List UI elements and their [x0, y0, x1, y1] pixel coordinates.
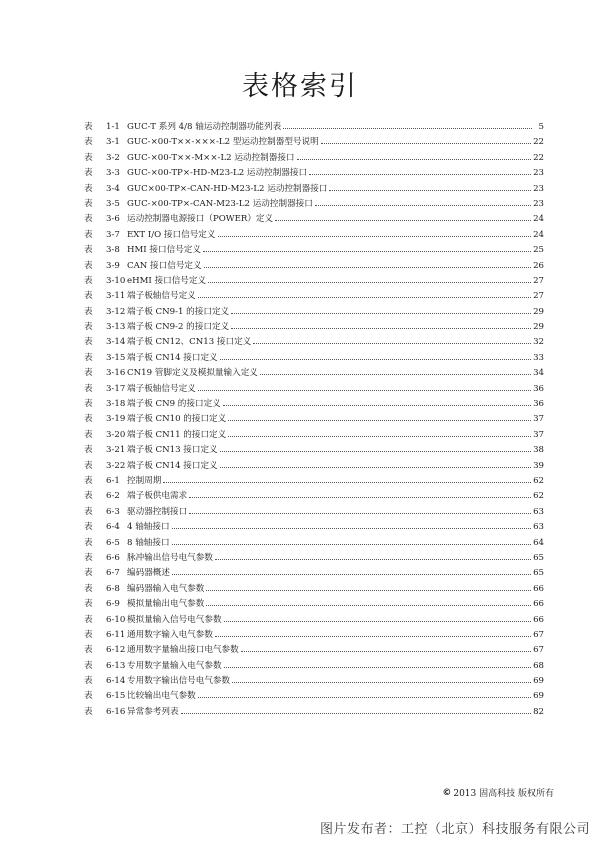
- toc-dot-leader: [198, 296, 531, 298]
- toc-entry-page: 32: [533, 337, 544, 348]
- toc-dot-leader: [231, 327, 531, 329]
- toc-entry-page: 25: [533, 245, 544, 256]
- toc-entry[interactable]: [84, 320, 544, 335]
- toc-entry-prefix: 表: [84, 245, 93, 256]
- toc-entry[interactable]: [84, 474, 544, 489]
- toc-entry[interactable]: [84, 643, 544, 658]
- toc-entry-title: 通用数字量输出接口电气参数: [127, 645, 239, 656]
- toc-entry[interactable]: [84, 551, 544, 566]
- toc-dot-leader: [253, 342, 531, 344]
- toc-entry-number: 3-21: [106, 445, 126, 456]
- toc-entry[interactable]: [84, 120, 544, 135]
- toc-entry-title: 端子板轴信号定义: [127, 291, 196, 302]
- toc-entry-number: 3-4: [106, 183, 120, 194]
- toc-entry-number: 3-17: [106, 383, 126, 394]
- toc-entry-number: 6-9: [106, 599, 120, 610]
- toc-entry-title: 专用数字量输入电气参数: [127, 660, 222, 671]
- toc-entry-title: 脉冲输出信号电气参数: [127, 552, 213, 563]
- toc-entry-page: 68: [533, 660, 544, 671]
- toc-entry-page: 5: [538, 122, 544, 132]
- toc-entry-prefix: 表: [84, 676, 93, 687]
- toc-dot-leader: [228, 419, 531, 421]
- toc-entry-number: 6-12: [106, 645, 126, 656]
- toc-entry-page: 33: [533, 352, 544, 363]
- toc-entry-prefix: 表: [84, 214, 93, 225]
- toc-entry-prefix: 表: [84, 168, 93, 179]
- toc-entry-page: 62: [533, 491, 544, 502]
- toc-entry-prefix: 表: [84, 337, 93, 348]
- toc-entry-number: 3-2: [106, 152, 120, 163]
- toc-entry-number: 6-15: [106, 691, 126, 702]
- toc-entry-title: GUC-×00-T××-×××-L2 型运动控制器型号说明: [127, 137, 319, 148]
- toc-dot-leader: [218, 235, 532, 237]
- toc-entry-prefix: 表: [84, 137, 93, 148]
- toc-entry-prefix: 表: [84, 198, 93, 209]
- toc-entry-page: 63: [533, 522, 544, 533]
- toc-entry-prefix: 表: [84, 322, 93, 333]
- toc-entry-page: 22: [533, 152, 544, 163]
- toc-entry-title: 编码器概述: [127, 568, 170, 579]
- toc-entry[interactable]: [84, 428, 544, 443]
- toc-entry-page: 24: [533, 229, 544, 240]
- toc-dot-leader: [315, 204, 531, 206]
- toc-entry-page: 27: [533, 275, 544, 286]
- toc-entry-number: 3-16: [106, 368, 126, 379]
- toc-entry[interactable]: [84, 243, 544, 258]
- toc-entry-title: 8 轴轴接口: [127, 537, 170, 548]
- toc-dot-leader: [208, 281, 531, 283]
- toc-entry-prefix: 表: [84, 522, 93, 533]
- toc-entry-title: GUC-×00-T××-M××-L2 运动控制器接口: [127, 152, 295, 163]
- toc-entry-prefix: 表: [84, 614, 93, 625]
- toc-entry-title: 模拟量输出电气参数: [127, 599, 205, 610]
- toc-entry-title: 端子板轴信号定义: [127, 383, 196, 394]
- toc-entry-number: 6-13: [106, 660, 126, 671]
- toc-entry-title: 端子板 CN9-1 的接口定义: [127, 306, 230, 317]
- toc-entry-page: 37: [533, 414, 544, 425]
- toc-entry[interactable]: [84, 351, 544, 366]
- toc-entry-number: 6-1: [106, 475, 120, 486]
- toc-entry-page: 38: [533, 445, 544, 456]
- toc-entry-title: GUC-×00-TP×-CAN-M23-L2 运动控制器接口: [127, 198, 313, 209]
- toc-dot-leader: [224, 666, 532, 668]
- toc-entry-number: 3-22: [106, 460, 126, 471]
- toc-dot-leader: [215, 635, 531, 637]
- toc-entry-prefix: 表: [84, 537, 93, 548]
- toc-entry-page: 36: [533, 399, 544, 410]
- toc-entry-title: 模拟量输入信号电气参数: [127, 614, 222, 625]
- toc-entry[interactable]: [84, 705, 544, 720]
- toc-entry-number: 6-4: [106, 522, 120, 533]
- toc-entry-page: 82: [533, 706, 544, 717]
- toc-entry[interactable]: [84, 135, 544, 150]
- toc-dot-leader: [181, 712, 531, 714]
- toc-entry[interactable]: [84, 366, 544, 381]
- toc-entry-page: 29: [533, 322, 544, 333]
- toc-entry-prefix: 表: [84, 706, 93, 717]
- toc-entry-prefix: 表: [84, 491, 93, 502]
- toc-entry[interactable]: [84, 182, 544, 197]
- toc-entry-title: eHMI 接口信号定义: [127, 275, 207, 286]
- toc-entry-prefix: 表: [84, 506, 93, 517]
- toc-dot-leader: [206, 604, 531, 606]
- toc-entry-title: 通用数字输入电气参数: [127, 629, 213, 640]
- toc-dot-leader: [172, 573, 531, 575]
- toc-entry-prefix: 表: [84, 568, 93, 579]
- toc-dot-leader: [260, 373, 531, 375]
- toc-dot-leader: [223, 404, 531, 406]
- toc-entry[interactable]: [84, 613, 544, 628]
- toc-entry-title: GUC×00-TP×-CAN-HD-M23-L2 运动控制器接口: [127, 183, 328, 194]
- toc-entry-page: 27: [533, 291, 544, 302]
- toc-entry-prefix: 表: [84, 183, 93, 194]
- toc-entry-title: GUC-×00-TP×-HD-M23-L2 运动控制器接口: [127, 168, 308, 179]
- toc-entry-number: 3-20: [106, 429, 126, 440]
- toc-entry-number: 6-14: [106, 676, 126, 687]
- toc-dot-leader: [220, 466, 531, 468]
- toc-entry-title: 端子板 CN11 的接口定义: [127, 429, 227, 440]
- toc-entry-number: 6-7: [106, 568, 120, 579]
- toc-entry-title: 比较输出电气参数: [127, 691, 196, 702]
- toc-entry-number: 3-14: [106, 337, 126, 348]
- toc-dot-leader: [275, 219, 531, 221]
- toc-entry[interactable]: [84, 151, 544, 166]
- toc-entry-page: 64: [533, 537, 544, 548]
- toc-entry-page: 37: [533, 429, 544, 440]
- toc-entry-number: 6-16: [106, 706, 126, 717]
- publisher-watermark: 图片发布者：工控（北京）科技服务有限公司: [319, 822, 590, 837]
- toc-dot-leader: [224, 620, 532, 622]
- toc-entry-prefix: 表: [84, 660, 93, 671]
- toc-entry-number: 6-11: [106, 629, 126, 640]
- toc-entry-number: 3-11: [106, 291, 126, 302]
- toc-entry-title: 端子板 CN14 接口定义: [127, 460, 218, 471]
- toc-entry-prefix: 表: [84, 445, 93, 456]
- toc-entry-prefix: 表: [84, 629, 93, 640]
- toc-dot-leader: [297, 158, 532, 160]
- toc-dot-leader: [232, 681, 531, 683]
- toc-entry[interactable]: [84, 197, 544, 212]
- toc-dot-leader: [189, 512, 531, 514]
- toc-entry-prefix: 表: [84, 645, 93, 656]
- copyright-notice: [442, 786, 554, 799]
- toc-entry-prefix: 表: [84, 152, 93, 163]
- toc-entry-prefix: 表: [84, 475, 93, 486]
- toc-dot-leader: [215, 558, 531, 560]
- toc-entry-prefix: 表: [84, 691, 93, 702]
- toc-entry-title: 端子板 CN10 的接口定义: [127, 414, 227, 425]
- toc-entry-prefix: 表: [84, 583, 93, 594]
- toc-dot-leader: [228, 435, 531, 437]
- toc-entry-prefix: 表: [84, 260, 93, 271]
- toc-dot-leader: [204, 266, 531, 268]
- toc-entry-page: 63: [533, 506, 544, 517]
- toc-entry[interactable]: [84, 212, 544, 227]
- toc-entry-prefix: 表: [84, 122, 93, 132]
- toc-dot-leader: [241, 650, 531, 652]
- toc-entry-page: 36: [533, 383, 544, 394]
- toc-entry-number: 3-5: [106, 198, 120, 209]
- toc-entry-title: 编码器输入电气参数: [127, 583, 205, 594]
- toc-entry-title: 端子板 CN12、CN13 接口定义: [127, 337, 252, 348]
- toc-entry[interactable]: [84, 382, 544, 397]
- toc-entry[interactable]: [84, 659, 544, 674]
- toc-entry-number: 3-19: [106, 414, 126, 425]
- toc-entry-title: 端子板 CN9 的接口定义: [127, 399, 221, 410]
- toc-entry-title: 异常参考列表: [127, 706, 179, 717]
- toc-entry-number: 6-10: [106, 614, 126, 625]
- toc-entry-page: 69: [533, 676, 544, 687]
- toc-entry-prefix: 表: [84, 352, 93, 363]
- toc-entry[interactable]: [84, 228, 544, 243]
- toc-dot-leader: [283, 127, 532, 129]
- toc-dot-leader: [198, 696, 531, 698]
- toc-entry-page: 29: [533, 306, 544, 317]
- toc-entry[interactable]: [84, 582, 544, 597]
- toc-entry-title: 端子板 CN9-2 的接口定义: [127, 322, 230, 333]
- toc-entry-number: 3-13: [106, 322, 126, 333]
- toc-entry-page: 67: [533, 629, 544, 640]
- toc-dot-leader: [172, 543, 531, 545]
- toc-entry-prefix: 表: [84, 599, 93, 610]
- toc-entry[interactable]: [84, 274, 544, 289]
- toc-entry-page: 65: [533, 552, 544, 563]
- toc-entry-title: GUC-T 系列 4/8 轴运动控制器功能列表: [127, 122, 282, 132]
- toc-dot-leader: [309, 173, 531, 175]
- toc-entry-number: 3-18: [106, 399, 126, 410]
- toc-dot-leader: [203, 250, 531, 252]
- toc-entry-page: 66: [533, 614, 544, 625]
- toc-entry-title: 端子板 CN13 接口定义: [127, 445, 218, 456]
- copyright-text: 2013 固高科技 版权所有: [453, 789, 554, 799]
- toc-entry-page: 24: [533, 214, 544, 225]
- toc-entry-prefix: 表: [84, 399, 93, 410]
- toc-entry-number: 3-12: [106, 306, 126, 317]
- toc-entry-page: 34: [533, 368, 544, 379]
- toc-dot-leader: [321, 142, 531, 144]
- toc-entry[interactable]: [84, 259, 544, 274]
- toc-dot-leader: [231, 312, 531, 314]
- toc-entry-page: 66: [533, 599, 544, 610]
- toc-entry-page: 65: [533, 568, 544, 579]
- toc-entry-prefix: 表: [84, 368, 93, 379]
- toc-dot-leader: [329, 189, 531, 191]
- toc-entry-title: 专用数字输出信号电气参数: [127, 676, 231, 687]
- toc-entry-number: 3-3: [106, 168, 120, 179]
- toc-entry-number: 6-2: [106, 491, 120, 502]
- toc-entry-page: 62: [533, 475, 544, 486]
- toc-entry[interactable]: [84, 443, 544, 458]
- toc-entry-number: 3-1: [106, 137, 120, 148]
- toc-dot-leader: [206, 589, 531, 591]
- toc-entry-title: EXT I/O 接口信号定义: [127, 229, 216, 240]
- toc-entry-number: 3-15: [106, 352, 126, 363]
- toc-entry-number: 3-7: [106, 229, 120, 240]
- toc-entry-title: 驱动器控制接口: [127, 506, 188, 517]
- toc-entry[interactable]: [84, 536, 544, 551]
- toc-entry[interactable]: [84, 459, 544, 474]
- toc-entry-number: 1-1: [106, 122, 120, 132]
- toc-entry-page: 69: [533, 691, 544, 702]
- toc-dot-leader: [198, 389, 531, 391]
- toc-entry-title: 运动控制器电源接口（POWER）定义: [127, 214, 274, 225]
- toc-entry-page: 39: [533, 460, 544, 471]
- toc-entry[interactable]: [84, 412, 544, 427]
- toc-entry-title: CN19 管脚定义及模拟量输入定义: [127, 368, 258, 379]
- toc-entry-number: 3-10: [106, 275, 126, 286]
- toc-dot-leader: [172, 527, 531, 529]
- toc-entry-title: 端子板供电需求: [127, 491, 188, 502]
- toc-entry-prefix: 表: [84, 414, 93, 425]
- toc-entry-number: 6-5: [106, 537, 120, 548]
- toc-entry[interactable]: [84, 597, 544, 612]
- toc-entry-prefix: 表: [84, 552, 93, 563]
- toc-entry-prefix: 表: [84, 460, 93, 471]
- toc-entry-page: 22: [533, 137, 544, 148]
- toc-entry-prefix: 表: [84, 291, 93, 302]
- toc-entry-number: 3-9: [106, 260, 120, 271]
- toc-entry-prefix: 表: [84, 383, 93, 394]
- toc-entry-page: 23: [533, 183, 544, 194]
- toc-entry[interactable]: [84, 566, 544, 581]
- toc-entry-title: CAN 接口信号定义: [127, 260, 202, 271]
- toc-entry[interactable]: [84, 335, 544, 350]
- toc-entry-prefix: 表: [84, 429, 93, 440]
- toc-entry-page: 66: [533, 583, 544, 594]
- toc-entry[interactable]: [84, 289, 544, 304]
- copyright-icon: ©: [442, 787, 452, 798]
- table-index-list: [84, 120, 544, 720]
- toc-entry-prefix: 表: [84, 306, 93, 317]
- toc-entry[interactable]: [84, 674, 544, 689]
- toc-entry-page: 23: [533, 198, 544, 209]
- toc-entry-page: 23: [533, 168, 544, 179]
- page-title: 表格索引: [242, 71, 358, 102]
- toc-entry[interactable]: [84, 166, 544, 181]
- toc-dot-leader: [220, 450, 531, 452]
- toc-entry-number: 3-8: [106, 245, 120, 256]
- toc-entry-page: 26: [533, 260, 544, 271]
- toc-entry[interactable]: [84, 520, 544, 535]
- toc-entry-prefix: 表: [84, 229, 93, 240]
- toc-entry-page: 67: [533, 645, 544, 656]
- toc-entry-number: 6-6: [106, 552, 120, 563]
- toc-entry-prefix: 表: [84, 275, 93, 286]
- toc-entry-number: 6-3: [106, 506, 120, 517]
- toc-entry-number: 6-8: [106, 583, 120, 594]
- toc-entry-title: 控制周期: [127, 475, 162, 486]
- toc-entry-number: 3-6: [106, 214, 120, 225]
- toc-entry[interactable]: [84, 628, 544, 643]
- toc-dot-leader: [163, 481, 531, 483]
- toc-dot-leader: [189, 496, 531, 498]
- toc-entry-title: 端子板 CN14 接口定义: [127, 352, 218, 363]
- toc-dot-leader: [220, 358, 531, 360]
- toc-entry-title: 4 轴轴接口: [127, 522, 170, 533]
- toc-entry[interactable]: [84, 505, 544, 520]
- toc-entry[interactable]: [84, 305, 544, 320]
- toc-entry[interactable]: [84, 489, 544, 504]
- toc-entry-title: HMI 接口信号定义: [127, 245, 201, 256]
- toc-entry[interactable]: [84, 397, 544, 412]
- toc-entry[interactable]: [84, 689, 544, 704]
